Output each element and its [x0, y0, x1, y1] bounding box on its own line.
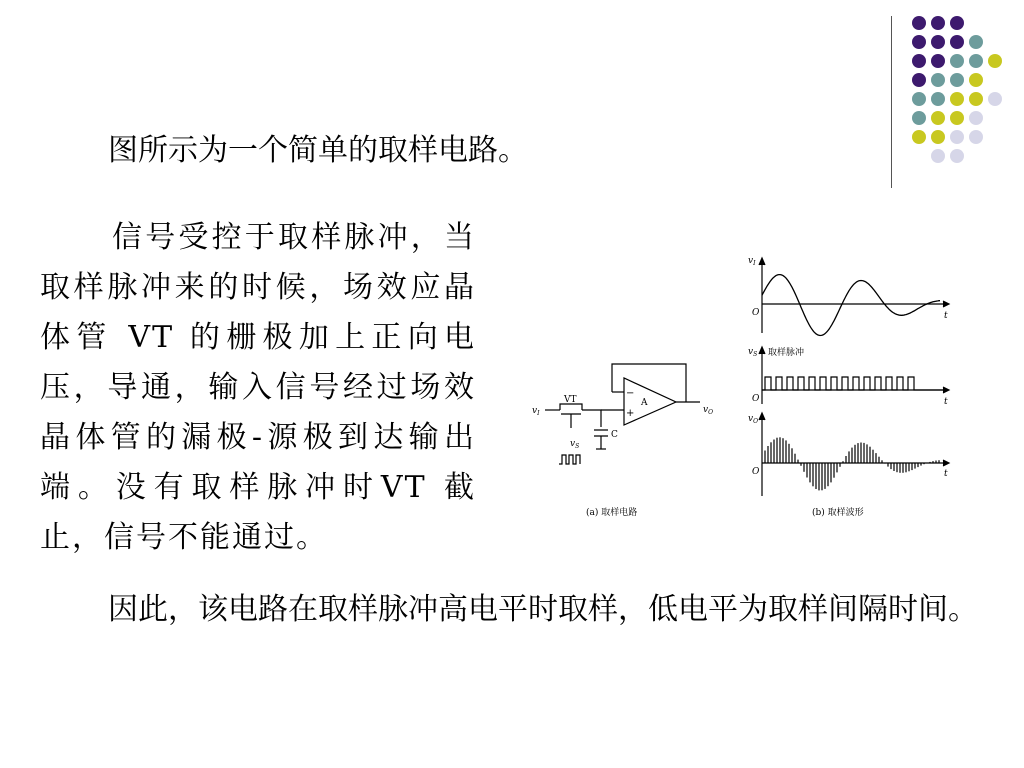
origin-label-vo: O [752, 467, 760, 477]
decorative-dot [950, 54, 964, 68]
decorative-divider-line [891, 16, 892, 188]
decorative-dot [969, 35, 983, 49]
decorative-dot [969, 130, 983, 144]
decorative-dot [931, 54, 945, 68]
decorative-dot [931, 149, 945, 163]
decorative-dot [950, 16, 964, 30]
decorative-dot [912, 111, 926, 125]
axis-label-vs: $v_S$ [748, 347, 758, 358]
circuit-caption: (a) 取样电路 [586, 508, 638, 518]
opamp-minus-label: − [626, 388, 635, 399]
decorative-dot [931, 111, 945, 125]
intro-paragraph: 图所示为一个简单的取样电路。 [108, 133, 528, 168]
decorative-dot [931, 16, 945, 30]
sampling-circuit-figure [528, 250, 956, 525]
decorative-dot [969, 54, 983, 68]
decorative-dot [912, 54, 926, 68]
input-sine-wave [762, 275, 940, 336]
decorative-dot [969, 92, 983, 106]
origin-label-vs: O [752, 394, 760, 404]
decorative-dot [950, 149, 964, 163]
time-label-vo: t [944, 469, 948, 479]
circuit-label-a: A [641, 398, 648, 408]
decorative-dot [931, 73, 945, 87]
sampled-output-wave [765, 437, 939, 490]
decorative-dot [969, 111, 983, 125]
opamp-plus-label: + [626, 408, 635, 419]
decorative-dot [912, 16, 926, 30]
circuit-label-c: C [611, 430, 618, 440]
origin-label-vi: O [752, 308, 760, 318]
axis-label-vi: $v_I$ [748, 256, 756, 267]
waveform-caption: (b) 取样波形 [812, 508, 864, 518]
time-label-vi: t [944, 311, 948, 321]
decorative-dot [912, 73, 926, 87]
decorative-dot [912, 35, 926, 49]
body-paragraph: 信号受控于取样脉冲，当取样脉冲来的时候，场效应晶体管 VT 的栅极加上正向电压，导通，输入信号经过场效晶体管的漏极-源极到达输出端。没有取样脉冲时VT 截止，信号不能通过。 [40, 220, 476, 555]
decorative-dot [950, 35, 964, 49]
axis-note-pulse: 取样脉冲 [768, 348, 805, 358]
conclusion-paragraph: 因此，该电路在取样脉冲高电平时取样，低电平为取样间隔时间。 [108, 592, 978, 627]
decorative-dot [950, 111, 964, 125]
decorative-dot [969, 73, 983, 87]
sampling-pulse-train [762, 377, 945, 390]
sampling-circuit-diagram [545, 364, 700, 464]
decorative-dot [912, 92, 926, 106]
decorative-dot [950, 130, 964, 144]
sampling-waveforms [759, 258, 949, 496]
time-label-vs: t [944, 397, 948, 407]
decorative-dot [912, 130, 926, 144]
decorative-dot [950, 92, 964, 106]
circuit-label-vs: $v_S$ [570, 439, 580, 450]
circuit-label-vo: $v_O$ [703, 405, 714, 416]
circuit-label-vt: VT [564, 395, 577, 405]
circuit-label-vi: $v_I$ [532, 406, 540, 417]
decorative-dot [988, 92, 1002, 106]
decorative-dot [950, 73, 964, 87]
decorative-dot [988, 54, 1002, 68]
decorative-dot [931, 92, 945, 106]
axis-label-vo: $v_O$ [748, 414, 759, 425]
decorative-dot [931, 35, 945, 49]
decorative-dot [931, 130, 945, 144]
